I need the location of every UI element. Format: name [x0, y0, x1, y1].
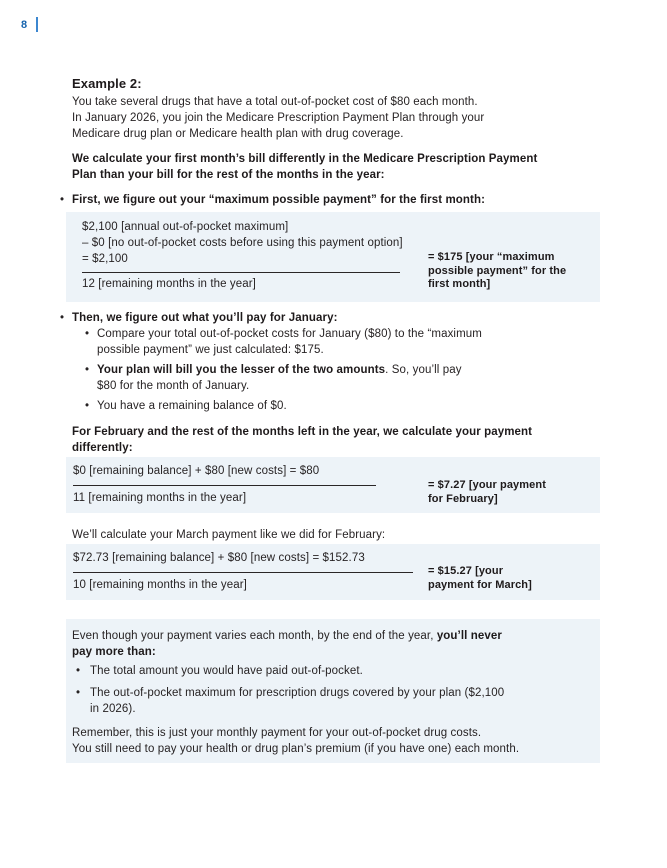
fraction-bar	[73, 572, 413, 573]
intro-paragraph	[72, 94, 484, 142]
bullet-text: First, we figure out your “maximum possible payment” for the first month:	[72, 194, 486, 206]
formula-denominator: 12 [remaining months in the year]	[82, 278, 256, 290]
calc-result-first-month	[428, 251, 596, 292]
formula-line: = $2,100	[82, 253, 128, 265]
page-number-divider-bar	[36, 17, 38, 32]
formula-denominator: 11 [remaining months in the year]	[73, 492, 247, 504]
calc-result-march	[428, 564, 596, 592]
bullet-icon: •	[76, 665, 81, 677]
march-note: We’ll calculate your March payment like we did for February:	[72, 529, 386, 541]
summary-bullet-maximum	[72, 685, 592, 717]
summary-box	[66, 619, 600, 763]
text-line	[97, 362, 462, 378]
text-line: possible payment” we just calculated: $175.	[97, 344, 324, 356]
bullet-icon: •	[85, 400, 90, 412]
summary-bullet-total	[72, 663, 592, 679]
calc-box-february	[66, 457, 600, 513]
text-line: The out-of-pocket maximum for prescription drugs covered by your plan ($2,100	[90, 687, 505, 699]
text-line: $80 for the month of January.	[97, 380, 250, 392]
text-line	[72, 628, 592, 644]
first-month-note	[72, 151, 537, 183]
text-line: Compare your total out-of-pocket costs for January ($80) to the “maximum	[97, 328, 482, 340]
calc-result-february	[428, 478, 596, 506]
text-line: payment for March]	[428, 579, 532, 591]
text-line: = $7.27 [your payment	[428, 479, 546, 491]
page-number: 8	[21, 19, 28, 31]
formula-numerator: $0 [remaining balance] + $80 [new costs] = $80	[73, 465, 320, 477]
bullet-icon: •	[60, 312, 65, 324]
text-line: You still need to pay your health or drug plan’s premium (if you have one) each month.	[72, 743, 520, 755]
bullet-january	[60, 310, 605, 326]
text-line: We calculate your first month’s bill differently in the Medicare Prescription Payment	[72, 153, 538, 165]
regular-text: . So, you’ll pay	[385, 364, 462, 376]
bullet-text	[97, 326, 482, 358]
text-line: possible payment” for the	[428, 264, 567, 277]
summary-reminder	[72, 725, 592, 757]
fraction-bar	[82, 272, 400, 273]
bullet-text	[90, 685, 504, 717]
january-sub-bullets	[85, 326, 605, 414]
bold-text: Your plan will bill you the lesser of the two amounts	[97, 364, 386, 376]
text-line: Medicare drug plan or Medicare health plan with drug coverage.	[72, 128, 404, 140]
text-line: Plan than your bill for the rest of the months in the year:	[72, 169, 385, 181]
regular-text: Even though your payment varies each month, by the end of the year,	[72, 630, 437, 642]
example-title: Example 2:	[72, 76, 142, 91]
bullet-icon: •	[76, 687, 81, 699]
bullet-icon: •	[60, 194, 65, 206]
text-line: In January 2026, you join the Medicare Prescription Payment Plan through your	[72, 112, 485, 124]
text-line: first month]	[428, 278, 491, 290]
bullet-text: The total amount you would have paid out-of-pocket.	[90, 665, 363, 677]
bold-text: you’ll never	[436, 630, 502, 642]
text-line: = $15.27 [your	[428, 565, 504, 577]
text-line: differently:	[72, 442, 133, 454]
bullet-text: You have a remaining balance of $0.	[97, 400, 287, 412]
sub-bullet-remaining-balance	[85, 398, 605, 414]
text-line: = $175 [your “maximum	[428, 251, 555, 263]
sub-bullet-lesser-amount	[85, 362, 605, 394]
summary-lead	[72, 628, 592, 660]
text-line: in 2026).	[90, 703, 136, 715]
february-heading	[72, 424, 532, 456]
text-line: pay more than:	[72, 646, 156, 658]
calc-box-first-month	[66, 212, 600, 302]
formula-denominator: 10 [remaining months in the year]	[73, 579, 247, 591]
calc-box-march	[66, 544, 600, 600]
bullet-first-month	[60, 192, 605, 208]
bullet-text: Then, we figure out what you’ll pay for January:	[72, 312, 338, 324]
fraction-bar	[73, 485, 376, 486]
text-line: You take several drugs that have a total out-of-pocket cost of $80 each month.	[72, 96, 478, 108]
formula-line: – $0 [no out-of-pocket costs before using this payment option]	[82, 237, 403, 249]
text-line: Remember, this is just your monthly payment for your out-of-pocket drug costs.	[72, 727, 482, 739]
bullet-icon: •	[85, 364, 90, 376]
formula-line: $2,100 [annual out-of-pocket maximum]	[82, 221, 289, 233]
bullet-text	[97, 362, 462, 394]
formula-numerator: $72.73 [remaining balance] + $80 [new costs] = $152.73	[73, 552, 365, 564]
text-line: for February]	[428, 493, 498, 505]
sub-bullet-compare	[85, 326, 605, 358]
bullet-icon: •	[85, 328, 90, 340]
text-line: For February and the rest of the months left in the year, we calculate your payment	[72, 426, 533, 438]
